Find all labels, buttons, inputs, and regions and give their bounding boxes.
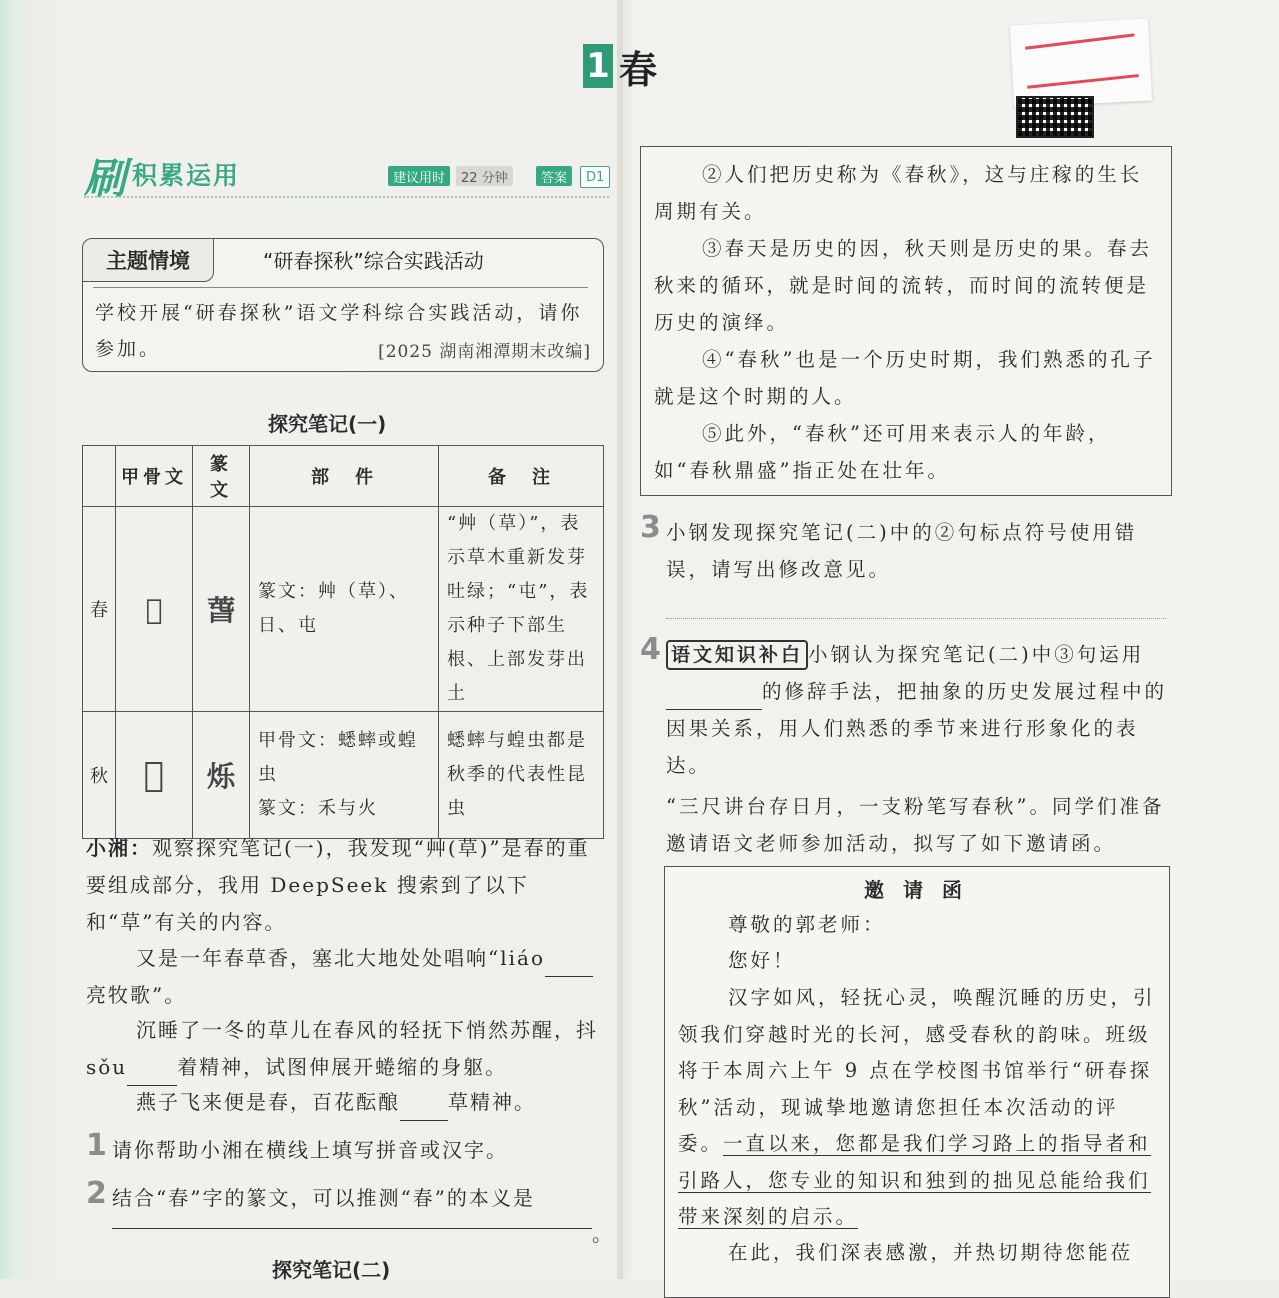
invitation-salutation: 尊敬的郭老师： bbox=[728, 913, 886, 936]
notes2-heading: 探究笔记(二) bbox=[272, 1258, 391, 1282]
table-cell-char: 春 bbox=[83, 507, 116, 712]
theme-text: 学校开展“研春探秋”语文学科综合实践活动，请你参加。 bbox=[95, 302, 583, 360]
fill-blank[interactable] bbox=[127, 1061, 177, 1086]
search-text: 沉睡了一冬的草儿在春风的轻抚下悄然苏醒，抖 sǒu bbox=[86, 1018, 598, 1079]
theme-divider bbox=[93, 287, 588, 288]
speaker-label: 小湘： bbox=[86, 836, 152, 860]
question-4 bbox=[666, 636, 1171, 784]
time-label: 建议用时 bbox=[388, 166, 450, 186]
question-number: 1 bbox=[86, 1128, 107, 1163]
time-value: 22 分钟 bbox=[456, 166, 513, 186]
notes2-sentence-2: ②人们把历史称为《春秋》，这与庄稼的生长周期有关。 bbox=[654, 163, 1143, 223]
table-cell-char: 秋 bbox=[83, 712, 116, 839]
invitation-greeting: 您好！ bbox=[728, 949, 796, 972]
question-1: 请你帮助小湘在横线上填写拼音或汉字。 bbox=[112, 1138, 508, 1162]
search-text: 草精神。 bbox=[448, 1090, 536, 1114]
table-cell-remark: 蟋蟀与蝗虫都是秋季的代表性昆虫 bbox=[439, 712, 604, 839]
question-number: 4 bbox=[640, 632, 661, 667]
search-result-3 bbox=[86, 1084, 606, 1121]
question-number: 2 bbox=[86, 1176, 107, 1211]
header-rule bbox=[84, 196, 609, 198]
table-header-row bbox=[83, 446, 604, 507]
sticker-red-line bbox=[1025, 33, 1135, 49]
table-row bbox=[83, 712, 604, 839]
answer-page: D1 bbox=[580, 166, 610, 188]
search-text: 燕子飞来便是春，百花酝酿 bbox=[136, 1090, 400, 1114]
invitation-body bbox=[678, 980, 1158, 1236]
fill-blank[interactable] bbox=[545, 952, 593, 977]
lesson-title bbox=[583, 42, 657, 90]
search-text: 又是一年春草香，塞北大地处处唱响“liáo bbox=[136, 946, 545, 970]
notes1-table bbox=[82, 445, 604, 839]
book-spine bbox=[617, 0, 623, 1279]
table-header: 部 件 bbox=[250, 446, 439, 507]
knowledge-tag: 语文知识补白 bbox=[666, 640, 808, 670]
invitation-body-text: 汉字如风，轻抚心灵，唤醒沉睡的历史，引领我们穿越时光的长河，感受春秋的韵味。班级将于本周六上午 9 点在学校图书馆举行“研春探秋”活动，现诚挚地邀请您担任本次活动的评委。 bbox=[678, 986, 1156, 1155]
section-title: 积累运用 bbox=[132, 161, 241, 190]
table-cell-parts: 甲骨文：蟋蟀或蝗虫 篆文：禾与火 bbox=[250, 712, 439, 839]
answer-label: 答案 bbox=[536, 166, 572, 186]
lesson-name: 春 bbox=[619, 46, 658, 92]
table-row bbox=[83, 507, 604, 712]
couplet-intro: “三尺讲台存日月，一支粉笔写春秋”。同学们准备邀请语文老师参加活动，拟写了如下邀请函。 bbox=[666, 795, 1165, 855]
seal-glyph: 烁 bbox=[193, 712, 250, 839]
seal-glyph: 萅 bbox=[193, 507, 250, 712]
table-cell-parts: 篆文：艸（草）、日、屯 bbox=[250, 507, 439, 712]
paper-sticker bbox=[1010, 18, 1152, 107]
notes2-sentence-5: ⑤此外，“春秋”还可用来表示人的年龄，如“春秋鼎盛”指正处在壮年。 bbox=[654, 422, 1111, 482]
fill-blank[interactable] bbox=[666, 685, 762, 710]
notes2-sentence-3: ③春天是历史的因，秋天则是历史的果。春去秋来的循环，就是时间的流转，而时间的流转便是历史的演绎。 bbox=[654, 237, 1153, 334]
question-3: 小钢发现探究笔记(二)中的②句标点符号使用错误，请写出修改意见。 bbox=[666, 521, 1138, 581]
notes1-heading: 探究笔记(一) bbox=[268, 412, 387, 436]
notes2-sentence-4: ④“春秋”也是一个历史时期，我们熟悉的孔子就是这个时期的人。 bbox=[654, 348, 1156, 408]
question-4-text: 小钢认为探究笔记(二)中③句运用 bbox=[808, 643, 1145, 666]
table-header bbox=[83, 446, 116, 507]
search-text: 着精神，试图伸展开蜷缩的身躯。 bbox=[177, 1055, 508, 1079]
sticker-red-line bbox=[1027, 74, 1139, 89]
answer-area-rule bbox=[666, 618, 1166, 619]
question-2: 结合“春”字的篆文，可以推测“春”的本义是 bbox=[112, 1186, 535, 1210]
table-cell-remark: “艸（草）”，表示草木重新发芽吐绿；“屯”，表示种子下部生根、上部发芽出土 bbox=[439, 507, 604, 712]
search-text: 亮牧歌”。 bbox=[86, 983, 187, 1007]
search-result-2 bbox=[86, 1012, 606, 1086]
theme-source: [2025 湖南湘潭期末改编] bbox=[378, 342, 591, 362]
table-header: 甲骨文 bbox=[116, 446, 193, 507]
question-4-text: 的修辞手法，把抽象的历史发展过程中的因果关系，用人们熟悉的季节来进行形象化的表达。 bbox=[666, 680, 1168, 777]
fill-blank[interactable] bbox=[400, 1096, 448, 1121]
question-number: 3 bbox=[640, 510, 661, 545]
oracle-glyph: 𪚴 bbox=[116, 712, 193, 839]
theme-topic: “研春探秋”综合实践活动 bbox=[263, 249, 484, 273]
theme-tab: 主题情境 bbox=[83, 239, 214, 282]
question-2-end: 。 bbox=[592, 1222, 614, 1246]
invitation-title: 邀 请 函 bbox=[864, 878, 968, 902]
search-result-1 bbox=[86, 940, 606, 1014]
brush-logo: 刷 bbox=[84, 154, 127, 203]
table-header: 备 注 bbox=[439, 446, 604, 507]
qr-code-icon bbox=[1016, 96, 1094, 138]
lesson-number: 1 bbox=[583, 44, 613, 88]
table-header: 篆 文 bbox=[193, 446, 250, 507]
xiaoxiang-text: 观察探究笔记(一)，我发现“艸(草)”是春的重要组成部分，我用 DeepSeek 搜索到了以下和“草”有关的内容。 bbox=[86, 836, 590, 934]
oracle-glyph: 𡴀 bbox=[116, 507, 193, 712]
invitation-closing: 在此，我们深表感激，并热切期待您能莅 bbox=[728, 1241, 1134, 1264]
answer-line[interactable] bbox=[112, 1228, 592, 1229]
invitation-underlined-text: 一直以来，您都是我们学习路上的指导者和引路人，您专业的知识和独到的拙见总能给我们带来深刻的启示。 bbox=[678, 1132, 1151, 1228]
section-header bbox=[84, 150, 609, 203]
theme-box bbox=[82, 238, 604, 372]
